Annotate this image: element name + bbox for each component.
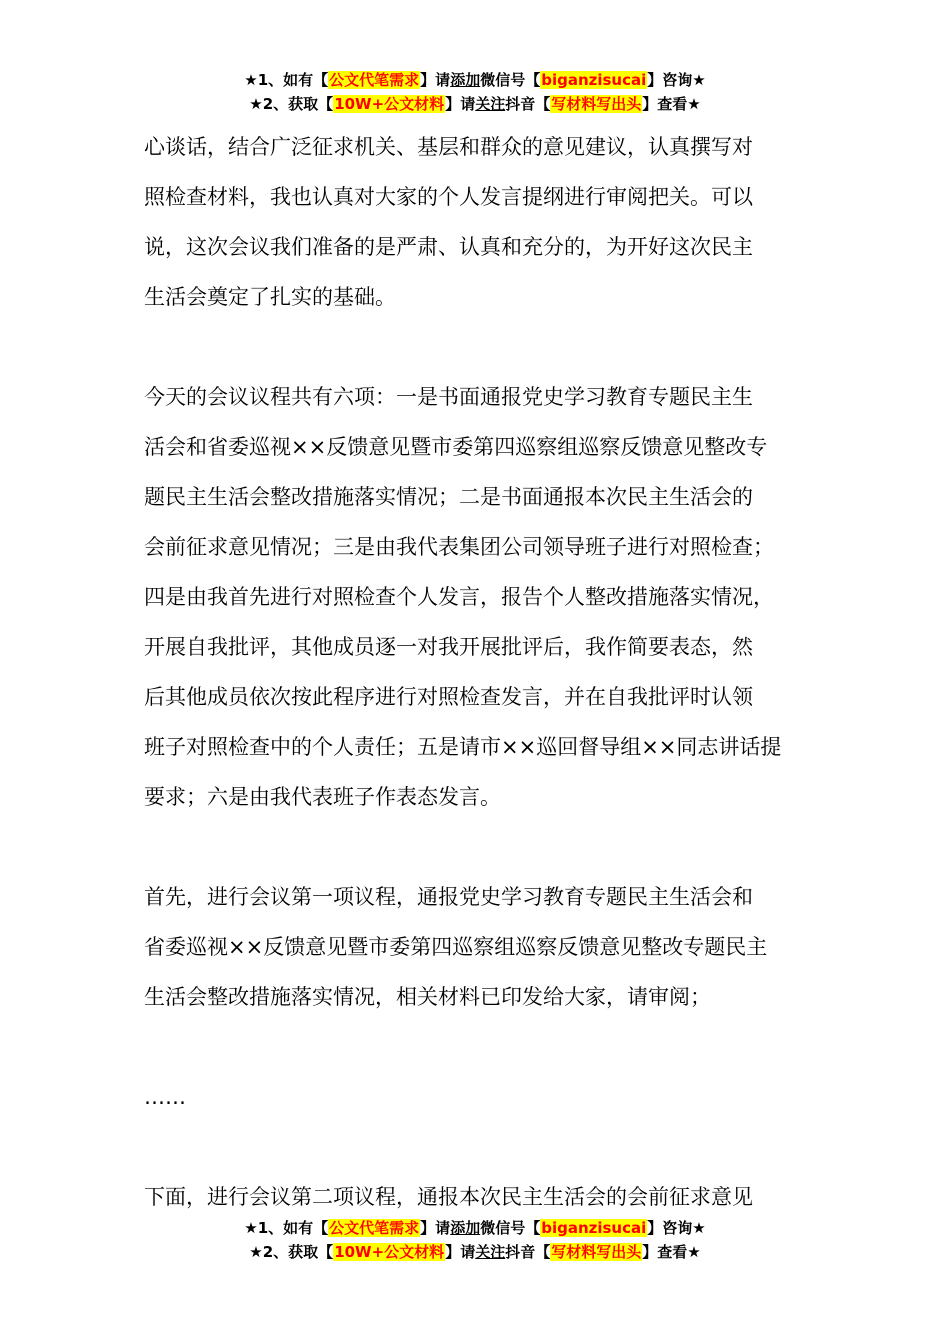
header-highlight-wechat-id: biganzisucai xyxy=(541,71,647,89)
header-line-1-post: 】咨询★ xyxy=(647,71,706,89)
paragraph-line: 照检查材料，我也认真对大家的个人发言提纲进行审阅把关。可以 xyxy=(144,185,753,209)
footer-line-2-mid2: 抖音【 xyxy=(505,1243,551,1261)
paragraph-line: 班子对照检查中的个人责任；五是请市××巡回督导组××同志讲话提 xyxy=(144,735,782,759)
paragraph-line: 首先，进行会议第一项议程，通报党史学习教育专题民主生活会和 xyxy=(144,885,753,909)
footer-highlight-service: 公文代笔需求 xyxy=(329,1219,420,1237)
footer-underline-follow: 关注 xyxy=(475,1243,506,1261)
paragraph-line: 题民主生活会整改措施落实情况；二是书面通报本次民主生活会的 xyxy=(144,485,753,509)
paragraph-line: 生活会奠定了扎实的基础。 xyxy=(144,285,396,309)
ellipsis-line: …… xyxy=(144,1085,186,1109)
document-body xyxy=(144,122,844,1222)
paragraph-gap xyxy=(144,1122,844,1172)
paragraph-3 xyxy=(144,872,844,1022)
header-line-1-pre: ★1、如有【 xyxy=(244,71,329,89)
footer-highlight-wechat-id: biganzisucai xyxy=(541,1219,647,1237)
header-highlight-douyin-account: 写材料写出头 xyxy=(551,95,642,113)
footer-line-1-pre: ★1、如有【 xyxy=(244,1219,329,1237)
header-underline-follow: 关注 xyxy=(475,95,506,113)
paragraph-line: 省委巡视××反馈意见暨市委第四巡察组巡察反馈意见整改专题民主 xyxy=(144,935,768,959)
header-underline-add: 添加 xyxy=(450,71,481,89)
footer-highlight-materials: 10W+公文材料 xyxy=(334,1243,445,1261)
paragraph-1 xyxy=(144,122,844,322)
footer-line-1-post: 】咨询★ xyxy=(647,1219,706,1237)
footer-line-1-mid2: 微信号【 xyxy=(480,1219,541,1237)
paragraph-gap xyxy=(144,322,844,372)
paragraph-line: 说，这次会议我们准备的是严肃、认真和充分的，为开好这次民主 xyxy=(144,235,753,259)
footer-line-2-pre: ★2、获取【 xyxy=(249,1243,334,1261)
paragraph-line: 会前征求意见情况；三是由我代表集团公司领导班子进行对照检查； xyxy=(144,535,774,559)
paragraph-line: 四是由我首先进行对照检查个人发言，报告个人整改措施落实情况， xyxy=(144,585,774,609)
header-line-1-mid1: 】请 xyxy=(420,71,451,89)
header-line-2-mid2: 抖音【 xyxy=(505,95,551,113)
footer-line-1-mid1: 】请 xyxy=(420,1219,451,1237)
paragraph-line: 今天的会议议程共有六项：一是书面通报党史学习教育专题民主生 xyxy=(144,385,753,409)
footer-line-2 xyxy=(0,1240,950,1264)
header-line-2-post: 】查看★ xyxy=(642,95,701,113)
paragraph-5-line: 下面，进行会议第二项议程，通报本次民主生活会的会前征求意见 xyxy=(144,1185,753,1209)
paragraph-line: 开展自我批评，其他成员逐一对我开展批评后，我作简要表态，然 xyxy=(144,635,753,659)
footer-line-1 xyxy=(0,1216,950,1240)
header-highlight-materials: 10W+公文材料 xyxy=(334,95,445,113)
paragraph-line: 后其他成员依次按此程序进行对照检查发言，并在自我批评时认领 xyxy=(144,685,753,709)
header-highlight-service: 公文代笔需求 xyxy=(329,71,420,89)
header-line-2-pre: ★2、获取【 xyxy=(249,95,334,113)
paragraph-gap xyxy=(144,1022,844,1072)
paragraph-line: 要求；六是由我代表班子作表态发言。 xyxy=(144,785,501,809)
footer-underline-add: 添加 xyxy=(450,1219,481,1237)
paragraph-2 xyxy=(144,372,844,822)
footer-line-2-post: 】查看★ xyxy=(642,1243,701,1261)
header-line-1-mid2: 微信号【 xyxy=(480,71,541,89)
header-line-2 xyxy=(0,92,950,116)
footer-banner xyxy=(0,1216,950,1264)
header-line-2-mid1: 】请 xyxy=(445,95,476,113)
footer-line-2-mid1: 】请 xyxy=(445,1243,476,1261)
footer-highlight-douyin-account: 写材料写出头 xyxy=(551,1243,642,1261)
header-banner xyxy=(0,68,950,116)
paragraph-line: 生活会整改措施落实情况，相关材料已印发给大家，请审阅； xyxy=(144,985,711,1009)
header-line-1 xyxy=(0,68,950,92)
paragraph-line: 心谈话，结合广泛征求机关、基层和群众的意见建议，认真撰写对 xyxy=(144,135,753,159)
paragraph-line: 活会和省委巡视××反馈意见暨市委第四巡察组巡察反馈意见整改专 xyxy=(144,435,768,459)
paragraph-gap xyxy=(144,822,844,872)
